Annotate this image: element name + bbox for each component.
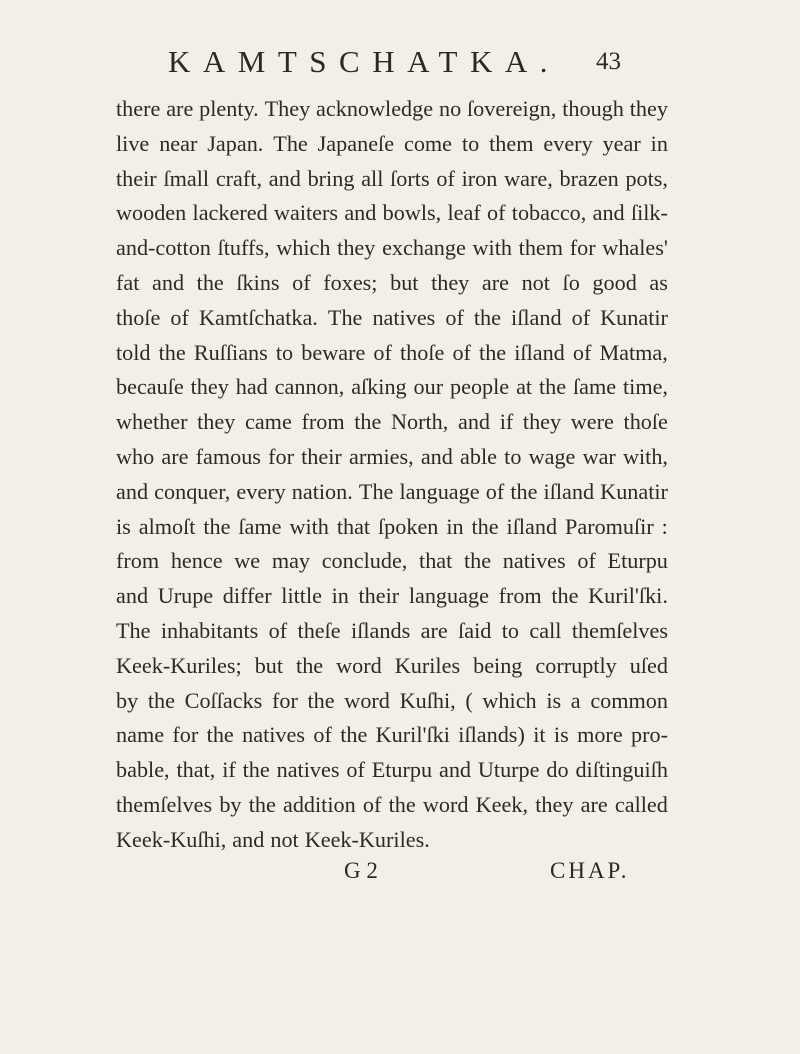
word: they (535, 791, 574, 817)
text-line (116, 196, 668, 231)
word: bring (307, 165, 355, 191)
word: not (521, 269, 550, 295)
word: is (116, 513, 131, 539)
word: all (361, 165, 384, 191)
word: with (289, 513, 329, 539)
word: their (301, 443, 342, 469)
word: ſmall (163, 165, 210, 191)
word: thoſe (399, 339, 445, 365)
word: Eturpu (371, 757, 433, 783)
word: them (518, 235, 564, 261)
word: the (464, 548, 492, 574)
word: pro- (631, 722, 668, 748)
word: Kunatir (600, 478, 668, 504)
word: and (152, 269, 185, 295)
word: the (248, 791, 276, 817)
word: name (116, 722, 165, 748)
word: Matma, (599, 339, 668, 365)
word: if (222, 757, 236, 783)
word: are (481, 269, 509, 295)
text-line (116, 336, 668, 371)
word: almoſt (138, 513, 196, 539)
word: whales' (602, 235, 668, 261)
word: for (268, 443, 294, 469)
word: of (313, 722, 332, 748)
text-line (116, 231, 668, 266)
word: with, (622, 443, 668, 469)
text-line (116, 475, 668, 510)
word: and (116, 583, 149, 609)
word: the (147, 687, 175, 713)
word: Coſſacks (184, 687, 263, 713)
text-line (116, 92, 668, 127)
word: of (445, 304, 464, 330)
word: are (161, 443, 189, 469)
word: every (236, 478, 286, 504)
word: the (354, 409, 382, 435)
word: whether (116, 409, 188, 435)
word: and-cotton (116, 235, 211, 261)
word: the (473, 304, 501, 330)
word: Kuſhi, (399, 687, 456, 713)
word: becauſe (116, 374, 184, 400)
word: by (116, 687, 139, 713)
text-line (116, 718, 668, 753)
word: of (170, 304, 189, 330)
word: armies, (348, 443, 414, 469)
word: aſking (351, 374, 407, 400)
word: the (206, 722, 234, 748)
text-line (116, 823, 668, 858)
word: corruptly (535, 652, 617, 678)
word: themſelves (116, 791, 213, 817)
word: for (271, 687, 298, 713)
word: are (580, 791, 608, 817)
word: the (203, 513, 231, 539)
text-line (116, 753, 668, 788)
word: Keek, (475, 791, 529, 817)
word: they (522, 409, 562, 435)
word: they (337, 235, 376, 261)
signature-mark: G 2 (344, 858, 378, 883)
text-line (116, 614, 668, 649)
word: who (116, 443, 155, 469)
word: famous (195, 443, 261, 469)
word: for (172, 722, 199, 748)
word: our (413, 374, 444, 400)
word: ſpoken (378, 513, 439, 539)
text-line (116, 544, 668, 579)
word: hence (170, 548, 223, 574)
word: live (116, 130, 150, 156)
word: the (551, 583, 579, 609)
word: called (614, 791, 668, 817)
word: Keek-Kuriles; (116, 652, 242, 678)
word: Keek-Kuſhi, (116, 826, 227, 852)
word: and (438, 757, 472, 783)
word: in (331, 583, 349, 609)
word: to (504, 443, 522, 469)
word: iſland (514, 339, 565, 365)
body-text (116, 92, 668, 858)
word: iſland (511, 304, 562, 330)
word: in (650, 130, 668, 156)
word: Keek-Kuriles. (304, 826, 430, 852)
word: differ (222, 583, 272, 609)
word: thoſe (623, 409, 668, 435)
catchword: CHAP. (550, 858, 630, 883)
word: to (461, 130, 480, 156)
word: conclude, (321, 548, 408, 574)
word: Japan. (207, 130, 264, 156)
word: word (344, 687, 390, 713)
word: is (546, 687, 562, 713)
text-line (116, 579, 668, 614)
word: conquer, (154, 478, 231, 504)
word: little (281, 583, 322, 609)
word: and (268, 165, 301, 191)
word: ſkins (236, 269, 280, 295)
word: of (485, 478, 505, 504)
word: in (446, 513, 464, 539)
word: that (419, 548, 453, 574)
text-line (116, 405, 668, 440)
word: come (403, 130, 453, 156)
word: beware (301, 339, 366, 365)
word: ſilk- (630, 200, 668, 226)
word: Kuriles (394, 652, 461, 678)
word: iſland (543, 478, 595, 504)
word: tobacco, (511, 200, 587, 226)
word: for (569, 235, 596, 261)
word: addition (282, 791, 356, 817)
word: told (116, 339, 151, 365)
word: Kamtſchatka. (198, 304, 318, 330)
word: of (571, 304, 591, 330)
word: natives (502, 548, 566, 574)
word: from (301, 409, 345, 435)
text-line (116, 684, 668, 719)
word: more (577, 722, 623, 748)
word: lackered (192, 200, 268, 226)
word: ſorts (390, 165, 430, 191)
word: The (116, 617, 151, 643)
word: they (431, 269, 470, 295)
word: near (159, 130, 198, 156)
word: but (390, 269, 419, 295)
text-line (116, 266, 668, 301)
word: wage (528, 443, 576, 469)
word: Uturpe (477, 757, 540, 783)
word: from (116, 548, 160, 574)
word: by (219, 791, 242, 817)
word: The (273, 130, 308, 156)
word: pots, (625, 165, 668, 191)
text-line (116, 788, 668, 823)
word: and (116, 478, 149, 504)
word: the (196, 269, 224, 295)
word: of (577, 548, 596, 574)
word: though (562, 96, 624, 121)
word: which (276, 235, 331, 261)
word: of (292, 269, 311, 295)
word: brazen (559, 165, 619, 191)
word: to (501, 617, 520, 643)
word: of (572, 339, 592, 365)
word: and (232, 826, 265, 852)
text-line (116, 370, 668, 405)
word: natives (242, 722, 305, 748)
word: waiters (273, 200, 339, 226)
word: they (629, 96, 668, 121)
word: cannon, (274, 374, 345, 400)
word: The (358, 478, 394, 504)
word: common (590, 687, 668, 713)
running-title: KAMTSCHATKA. (168, 44, 560, 79)
word: word (336, 652, 382, 678)
word: we (234, 548, 261, 574)
word: people (450, 374, 510, 400)
word: the (510, 478, 538, 504)
word: year (602, 130, 641, 156)
word: their (116, 165, 157, 191)
word: nation. (291, 478, 353, 504)
word: craft, (215, 165, 262, 191)
text-line (116, 162, 668, 197)
word: the (296, 652, 324, 678)
word: ſovereign, (467, 96, 557, 121)
word: Ruſſians (193, 339, 268, 365)
word: the (242, 757, 270, 783)
word: of (346, 757, 365, 783)
word: They (264, 96, 311, 121)
word: being (473, 652, 523, 678)
word: Urupe (157, 583, 214, 609)
word: the (307, 687, 335, 713)
word: good (592, 269, 637, 295)
word: The (327, 304, 363, 330)
word: if (499, 409, 514, 435)
word: Kunatir (600, 304, 668, 330)
word: there (116, 96, 161, 121)
word: of (487, 200, 506, 226)
word: the (471, 513, 499, 539)
word: they (197, 409, 236, 435)
word: diſtinguiſh (575, 757, 668, 783)
word: their (358, 583, 400, 609)
word: exchange (382, 235, 466, 261)
word: of (362, 791, 382, 817)
word: plenty. (199, 96, 259, 121)
word: do (546, 757, 569, 783)
word: iſlands (351, 617, 411, 643)
word: ware, (504, 165, 553, 191)
page-number: 43 (596, 48, 621, 75)
word: and (592, 200, 625, 226)
word: were (570, 409, 614, 435)
word: the (340, 722, 368, 748)
word: themſelves (571, 617, 668, 643)
page-header (0, 44, 800, 84)
text-line (116, 127, 668, 162)
word: acknowledge (316, 96, 434, 121)
word: Eturpu (607, 548, 668, 574)
text-line (116, 510, 668, 545)
word: which (482, 687, 537, 713)
word: iron (461, 165, 498, 191)
word: Paromuſir (565, 513, 654, 539)
word: ſtuffs, (217, 235, 270, 261)
word: bable, (116, 757, 170, 783)
word: came (244, 409, 292, 435)
word: iſland (506, 513, 558, 539)
word: the (388, 791, 416, 817)
word: with (472, 235, 512, 261)
word: that (336, 513, 371, 539)
word: of (268, 617, 288, 643)
text-line (116, 440, 668, 475)
word: are (420, 617, 448, 643)
word: had (235, 374, 268, 400)
word: is (553, 722, 569, 748)
word: wooden (116, 200, 187, 226)
word: at (516, 374, 533, 400)
word: the (479, 339, 507, 365)
word: ſo (562, 269, 580, 295)
text-line (116, 649, 668, 684)
word: them (489, 130, 534, 156)
word: of (373, 339, 392, 365)
word: are (166, 96, 194, 121)
word: ſaid (458, 617, 492, 643)
word: Kuril'ſki (375, 722, 450, 748)
word: natives (372, 304, 436, 330)
word: and (420, 443, 453, 469)
word: ſame (572, 374, 617, 400)
word: the (538, 374, 567, 400)
word: thoſe (116, 304, 161, 330)
word: language (399, 478, 480, 504)
word: and (457, 409, 491, 435)
word: not (270, 826, 299, 852)
word: able (460, 443, 497, 469)
word: Kuril'ſki. (588, 583, 668, 609)
word: and (344, 200, 377, 226)
word: fat (116, 269, 140, 295)
word: they (190, 374, 229, 400)
word: to (275, 339, 294, 365)
word: but (254, 652, 284, 678)
word: bowls, (382, 200, 442, 226)
word: theſe (297, 617, 341, 643)
word: North, (391, 409, 449, 435)
word: ſame (238, 513, 282, 539)
word: time, (622, 374, 668, 400)
page-footer (0, 858, 800, 894)
text-line (116, 301, 668, 336)
word: call (529, 617, 562, 643)
word: war (582, 443, 616, 469)
word: no (438, 96, 462, 121)
word: uſed (629, 652, 668, 678)
word: natives (276, 757, 340, 783)
word: a (570, 687, 581, 713)
word: of (436, 165, 455, 191)
word: Japaneſe (317, 130, 395, 156)
word: the (158, 339, 186, 365)
word: from (498, 583, 542, 609)
word: of (452, 339, 471, 365)
word: that, (176, 757, 216, 783)
word: inhabitants (160, 617, 259, 643)
word: as (649, 269, 668, 295)
word: : (661, 513, 668, 539)
word: it (533, 722, 546, 748)
word: word (422, 791, 469, 817)
word: foxes; (323, 269, 378, 295)
word: may (271, 548, 311, 574)
word: iſlands) (458, 722, 525, 748)
word: ( (465, 687, 473, 713)
word: every (543, 130, 593, 156)
word: language (408, 583, 489, 609)
word: leaf (447, 200, 481, 226)
